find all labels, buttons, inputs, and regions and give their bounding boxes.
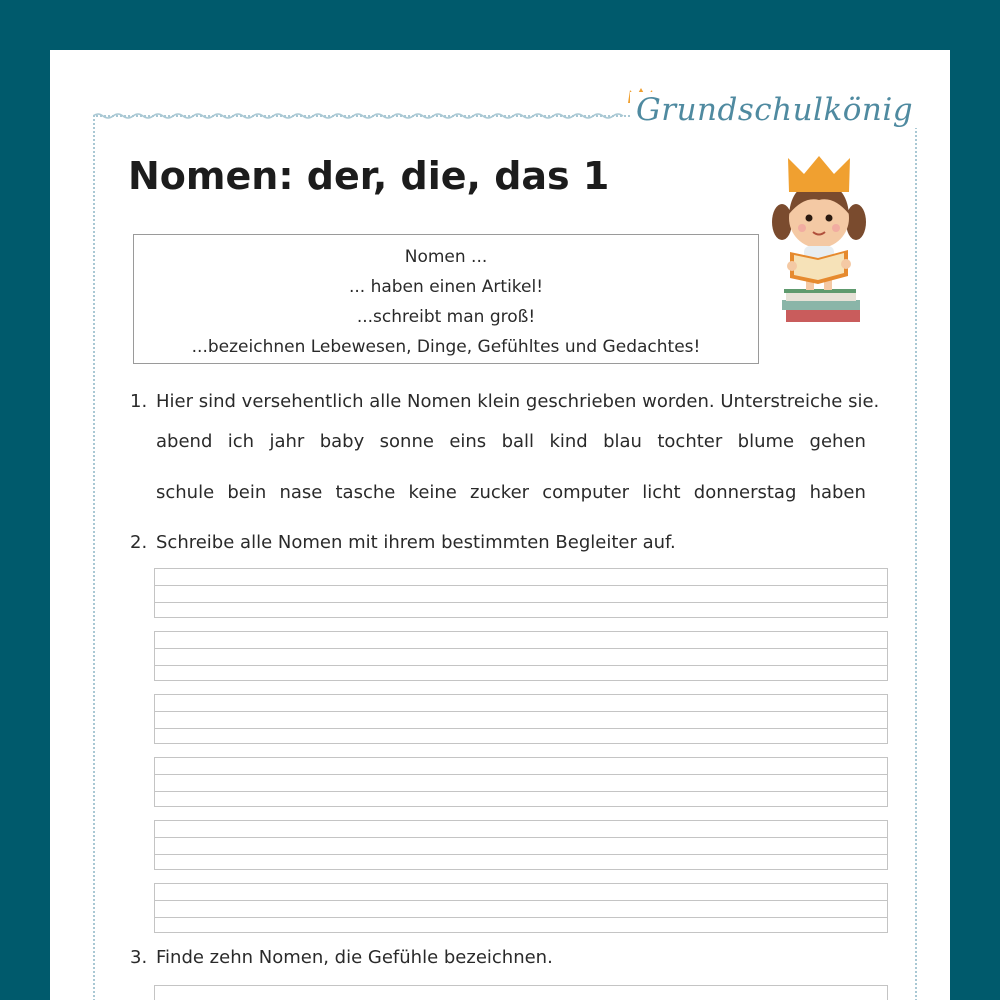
word[interactable]: keine <box>408 482 457 503</box>
word-row-2 <box>156 482 866 503</box>
task-3 <box>130 947 553 968</box>
writing-line[interactable] <box>154 757 888 807</box>
writing-line[interactable] <box>154 820 888 870</box>
writing-line[interactable] <box>154 883 888 933</box>
word[interactable]: licht <box>642 482 681 503</box>
word[interactable]: donnerstag <box>693 482 797 503</box>
word[interactable]: nase <box>279 482 323 503</box>
task-number: 3. <box>130 947 148 968</box>
word[interactable]: zucker <box>470 482 530 503</box>
reading-girl-illustration <box>768 152 868 327</box>
word[interactable]: abend <box>156 431 213 452</box>
word[interactable]: bein <box>227 482 267 503</box>
task-text: Schreibe alle Nomen mit ihrem bestimmten Begleiter auf. <box>156 532 676 553</box>
word[interactable]: sonne <box>379 431 434 452</box>
brand-logo: Grundschulkönig <box>630 92 919 128</box>
task-1 <box>130 391 879 412</box>
rule-line: ...schreibt man groß! <box>356 307 536 327</box>
writing-line[interactable] <box>154 985 888 1000</box>
task-2 <box>130 532 676 553</box>
writing-line[interactable] <box>154 568 888 618</box>
rule-line: Nomen ... <box>404 247 488 267</box>
word[interactable]: schule <box>156 482 215 503</box>
word-row-1 <box>156 431 866 452</box>
word[interactable]: eins <box>449 431 487 452</box>
worksheet <box>50 50 950 1000</box>
word[interactable]: haben <box>809 482 866 503</box>
writing-line[interactable] <box>154 631 888 681</box>
rule-line: ...bezeichnen Lebewesen, Dinge, Gefühltes und Gedachtes! <box>191 337 701 357</box>
word[interactable]: ball <box>501 431 535 452</box>
task-number: 1. <box>130 391 148 412</box>
rule-line: ... haben einen Artikel! <box>348 277 544 297</box>
word[interactable]: computer <box>542 482 630 503</box>
task-text: Finde zehn Nomen, die Gefühle bezeichnen. <box>156 947 553 968</box>
word[interactable]: blume <box>737 431 795 452</box>
word[interactable]: kind <box>549 431 588 452</box>
word[interactable]: baby <box>319 431 365 452</box>
writing-line[interactable] <box>154 694 888 744</box>
task-number: 2. <box>130 532 148 553</box>
word[interactable]: gehen <box>809 431 866 452</box>
rule-box <box>133 234 759 364</box>
task-text: Hier sind versehentlich alle Nomen klein geschrieben worden. Unterstreiche sie. <box>156 391 880 412</box>
word[interactable]: tasche <box>335 482 396 503</box>
word[interactable]: blau <box>603 431 642 452</box>
word[interactable]: tochter <box>657 431 723 452</box>
wavy-border-decoration <box>93 112 633 120</box>
word[interactable]: ich <box>227 431 255 452</box>
page-title: Nomen: der, die, das 1 <box>128 154 610 198</box>
word[interactable]: jahr <box>269 431 305 452</box>
